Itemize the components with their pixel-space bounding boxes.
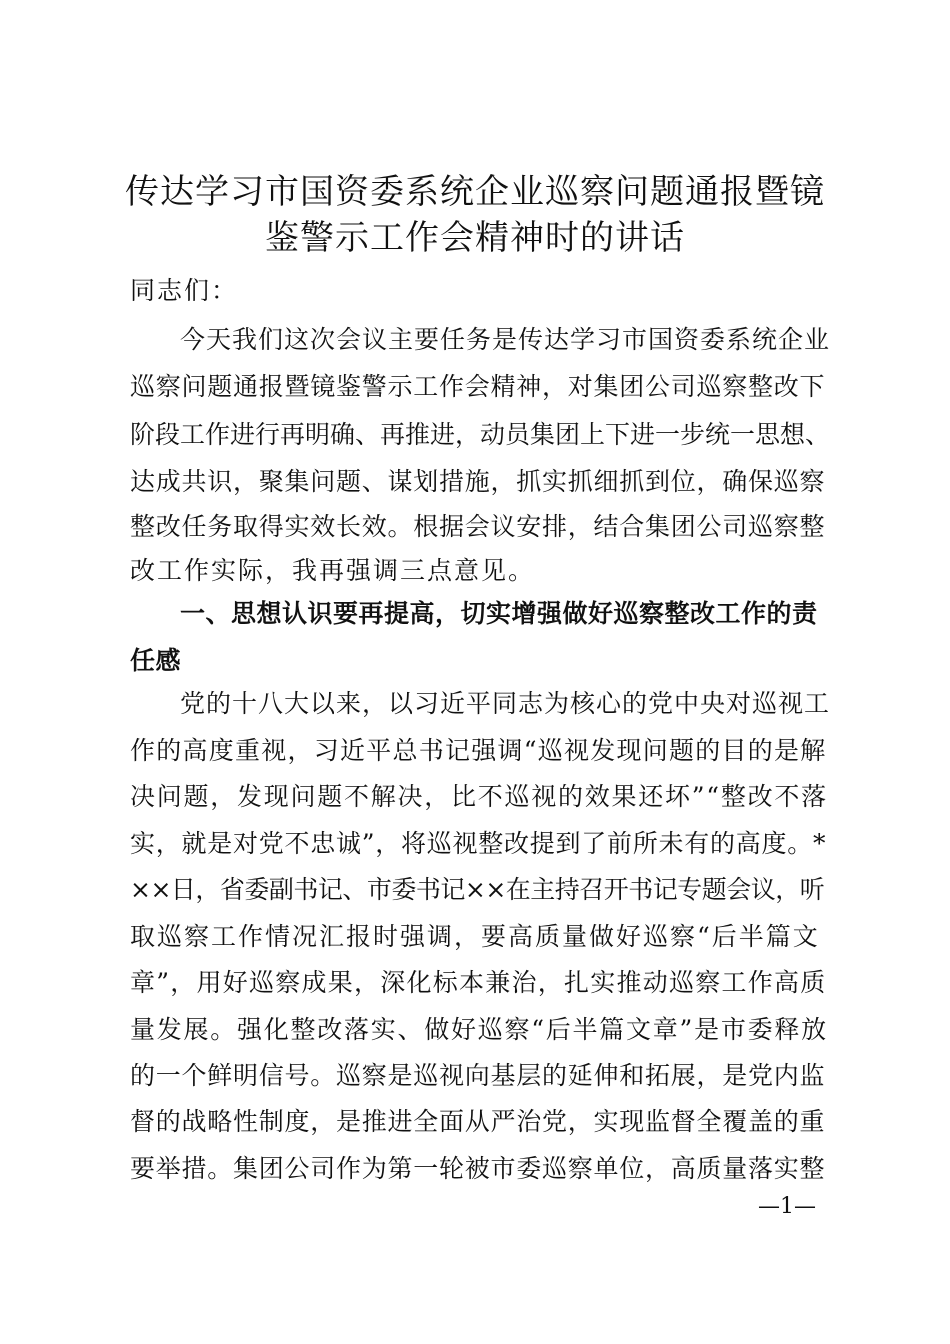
body-line: 督的战略性制度，是推进全面从严治党，实现监督全覆盖的重 bbox=[130, 1107, 826, 1136]
body-line: 实，就是对党不忠诚”，将巡视整改提到了前所未有的高度。* bbox=[130, 829, 827, 858]
intro-line: 阶段工作进行再明确、再推进，动员集团上下进一步统一思想、 bbox=[130, 420, 831, 449]
intro-line: 整改任务取得实效长效。根据会议安排，结合集团公司巡察整 bbox=[130, 512, 826, 541]
body-line: 作的高度重视，习近平总书记强调“巡视发现问题的目的是解 bbox=[130, 736, 827, 765]
body-line: ××日，省委副书记、市委书记××在主持召开书记专题会议，听 bbox=[130, 875, 825, 904]
intro-line: 今天我们这次会议主要任务是传达学习市国资委系统企业 bbox=[180, 325, 831, 354]
body-line: 的一个鲜明信号。巡察是巡视向基层的延伸和拓展，是党内监 bbox=[130, 1061, 826, 1090]
body-line: 决问题，发现问题不解决，比不巡视的效果还坏”“整改不落 bbox=[130, 782, 828, 811]
page-number: —1— bbox=[758, 1194, 816, 1219]
section-heading-line: 一、思想认识要再提高，切实增强做好巡察整改工作的责 bbox=[180, 599, 818, 628]
body-line: 要举措。集团公司作为第一轮被市委巡察单位，高质量落实整 bbox=[130, 1154, 826, 1183]
intro-line: 达成共识，聚集问题、谋划措施，抓实抓细抓到位，确保巡察 bbox=[130, 467, 826, 496]
intro-line: 巡察问题通报暨镜鉴警示工作会精神，对集团公司巡察整改下 bbox=[130, 372, 826, 401]
salutation: 同志们： bbox=[130, 276, 239, 305]
document-title-line-1: 传达学习市国资委系统企业巡察问题通报暨镜 bbox=[125, 172, 825, 212]
intro-line: 改工作实际，我再强调三点意见。 bbox=[130, 556, 536, 585]
body-line: 党的十八大以来，以习近平同志为核心的党中央对巡视工 bbox=[180, 689, 831, 718]
body-line: 章”，用好巡察成果，深化标本兼治，扎实推动巡察工作高质 bbox=[130, 968, 827, 997]
body-line: 取巡察工作情况汇报时强调，要高质量做好巡察“后半篇文 bbox=[130, 922, 820, 951]
body-line: 量发展。强化整改落实、做好巡察“后半篇文章”是市委释放 bbox=[130, 1015, 828, 1044]
document-title-line-2: 鉴警示工作会精神时的讲话 bbox=[265, 218, 685, 258]
section-heading-line: 任感 bbox=[130, 646, 182, 675]
